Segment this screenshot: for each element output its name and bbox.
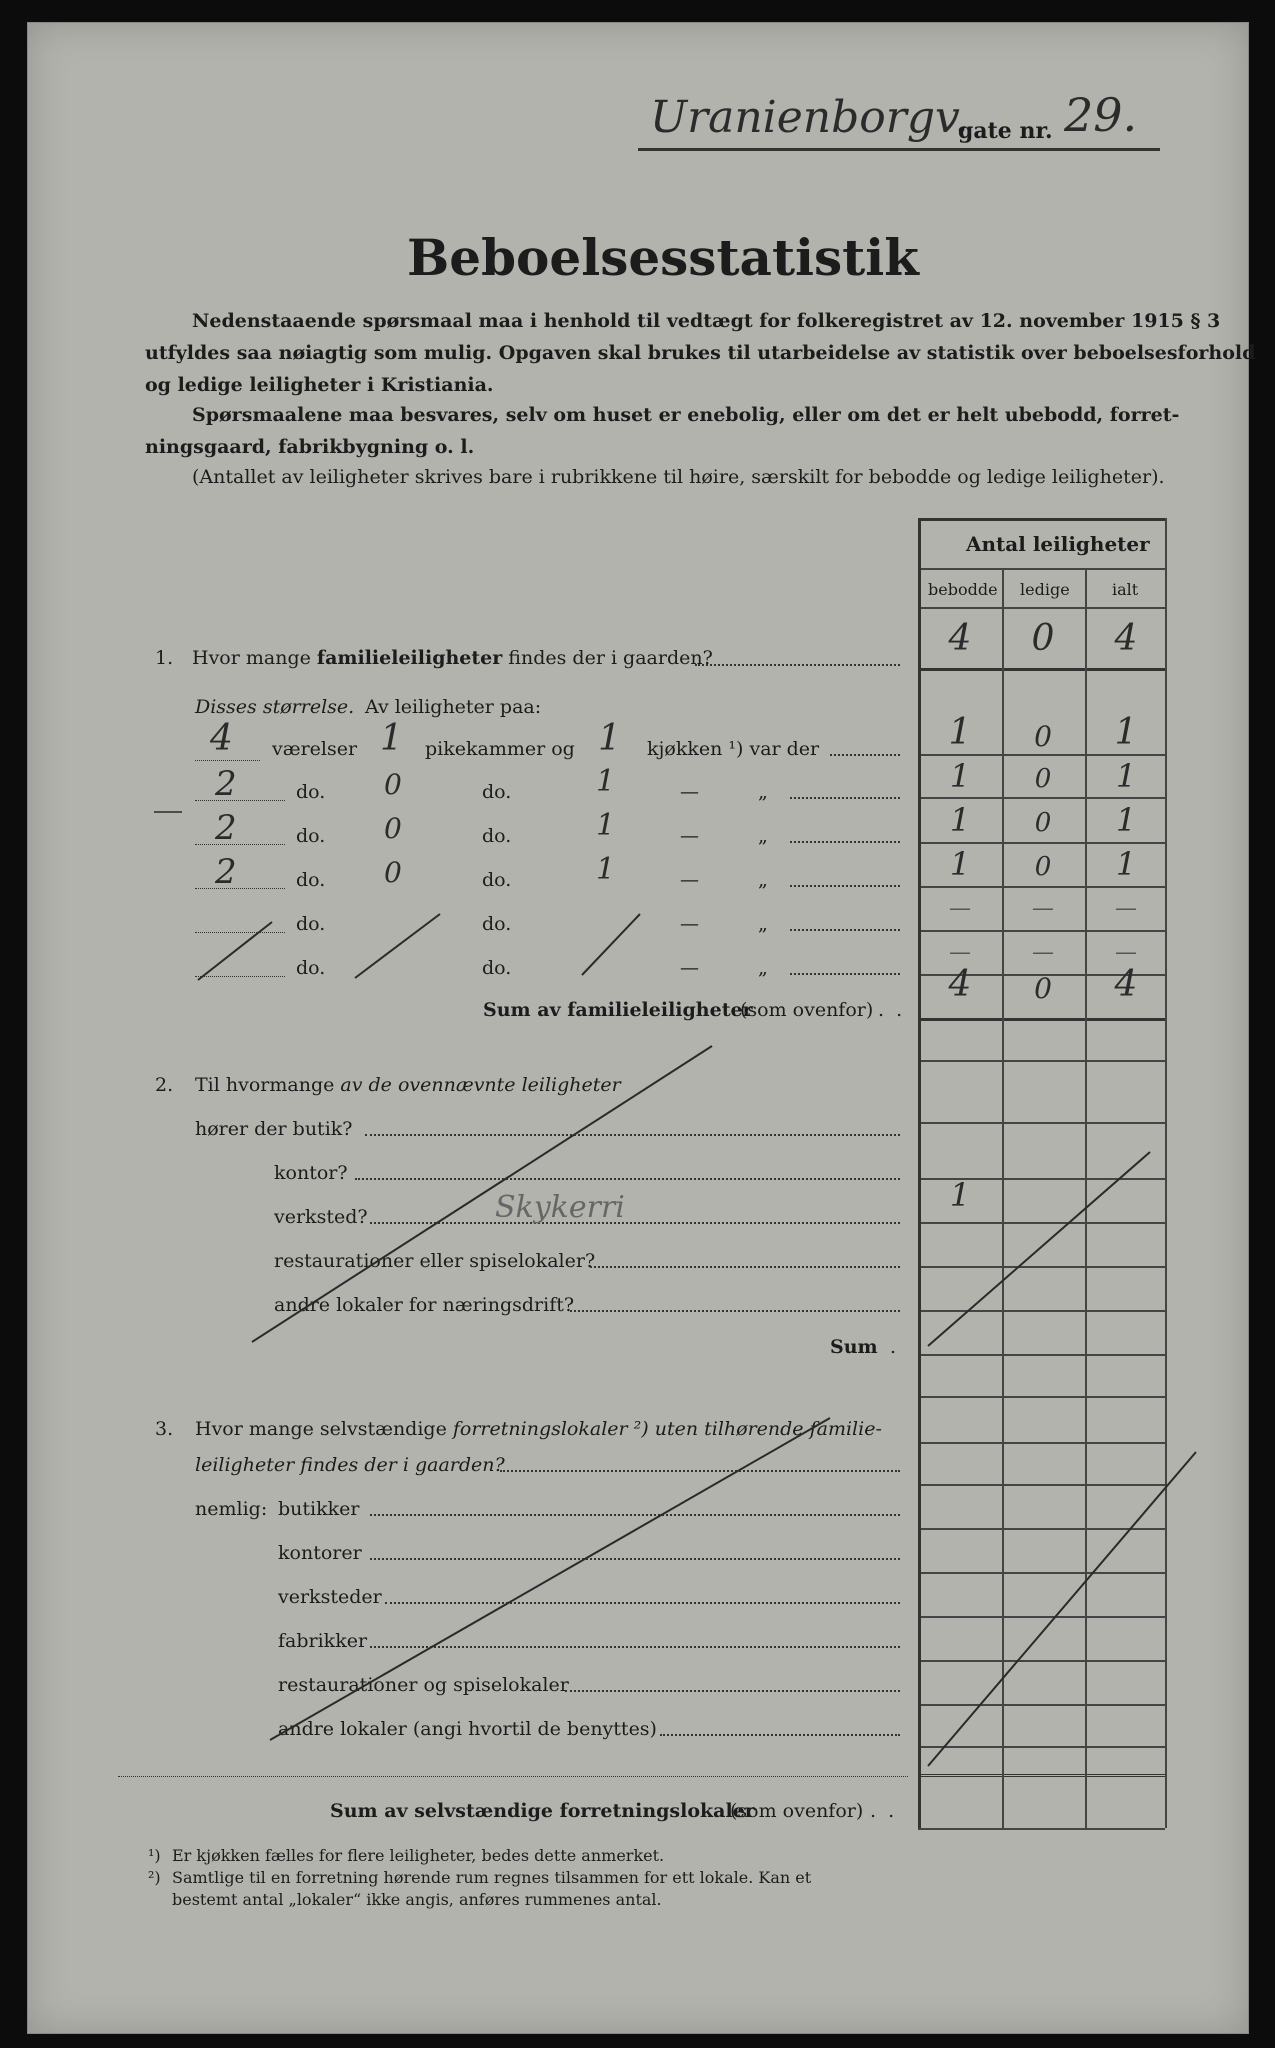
row1-bebodde: 1: [948, 712, 972, 753]
q2-item-restaurationer: restaurationer eller spiselokaler?: [274, 1250, 596, 1272]
q2-sum-label: Sum: [830, 1336, 878, 1358]
row3-maid-label: do.: [482, 825, 512, 847]
footnote-2a: Samtlige til en forretning hørende rum regnes tilsammen for ett lokale. Kan et: [172, 1868, 812, 1887]
q1-sum-suffix: (som ovenfor): [740, 999, 874, 1021]
row5-ialt: —: [1115, 896, 1137, 921]
q2-number: 2.: [155, 1074, 174, 1096]
intro-line-2: utfyldes saa nøiagtig som mulig. Opgaven skal brukes til utarbeidelse av statistik over beboelsesforhold: [145, 342, 1256, 364]
q3-sum-label: Sum av selvstændige forretningslokaler: [330, 1800, 755, 1822]
table-title: Antal leiligheter: [966, 532, 1150, 556]
verksted-note: Skykerri: [495, 1190, 625, 1225]
row6-room-label: do.: [296, 957, 326, 979]
q2-item-butik: hører der butik?: [195, 1118, 353, 1140]
q2-text: Til hvormange av de ovennævnte leiligheter: [195, 1074, 621, 1096]
row6-kitchen-strike: [582, 914, 640, 975]
row2-kitchen-label: —: [680, 781, 699, 803]
row3-ledige: 0: [1034, 808, 1052, 838]
q2-strike-line: [252, 1046, 712, 1342]
row3-kitchen: 1: [596, 808, 616, 843]
row6-maid-label: do.: [482, 957, 512, 979]
row6-rooms-strike: [198, 922, 272, 980]
q2-table-strike: [928, 1152, 1150, 1346]
row2-maid-label: do.: [482, 781, 512, 803]
row1-kitchen-label: kjøkken ¹) var der: [647, 738, 820, 760]
street-name: Uranienborgv.: [650, 92, 969, 143]
q2-item-kontor: kontor?: [274, 1162, 348, 1184]
q2-verksted-bebodde: 1: [949, 1176, 971, 1214]
row3-kitchen-label: —: [680, 825, 699, 847]
footnote-1-mark: ¹): [148, 1846, 161, 1865]
footnote-1: Er kjøkken fælles for flere leiligheter, bedes dette anmerket.: [172, 1846, 665, 1865]
q1-answer-ledige: 0: [1031, 618, 1055, 659]
row6-maid-strike: [355, 914, 440, 978]
size-label: Disses størrelse.: [195, 696, 355, 718]
q2-item-andre: andre lokaler for næringsdrift?: [274, 1294, 575, 1316]
q3-item-kontorer: kontorer: [278, 1542, 362, 1564]
row2-bebodde: 1: [949, 757, 971, 795]
q3-number: 3.: [155, 1418, 174, 1440]
footnote-2-mark: ²): [148, 1868, 161, 1887]
row5-ledige: —: [1032, 896, 1054, 921]
row5-room-label: do.: [296, 913, 326, 935]
row4-ledige: 0: [1034, 852, 1052, 882]
col-header-ialt: ialt: [1112, 580, 1139, 599]
row6-bebodde: —: [949, 940, 971, 965]
q1-answer-ialt: 4: [1114, 618, 1138, 659]
intro-line-4: Spørsmaalene maa besvares, selv om huset er enebolig, eller om det er helt ubebodd, forret-: [192, 404, 1180, 426]
row6-ledige: —: [1032, 940, 1054, 965]
row2-ialt: 1: [1115, 757, 1137, 795]
q1-sum-label: Sum av familieleiligheter: [483, 999, 753, 1021]
row4-kitchen-label: —: [680, 869, 699, 891]
row1-maid: 1: [380, 718, 403, 759]
row2-rooms: 2: [215, 764, 237, 804]
q3-item-andre: andre lokaler (angi hvortil de benyttes): [278, 1718, 657, 1740]
q3-table-strike: [928, 1452, 1196, 1766]
row1-maid-label: pikekammer og: [425, 738, 575, 760]
q2-item-verksted: verksted?: [274, 1206, 368, 1228]
intro-line-1: Nedenstaaende spørsmaal maa i henhold til vedtægt for folkeregistret av 12. november 1915 § 3: [192, 310, 1221, 332]
row4-kitchen: 1: [596, 852, 616, 887]
q1-answer-bebodde: 4: [948, 618, 972, 659]
street-number: 29.: [1064, 88, 1138, 142]
q3-item-fabrikker: fabrikker: [278, 1630, 368, 1652]
intro-line-5: ningsgaard, fabrikbygning o. l.: [145, 436, 475, 458]
q3-line1: Hvor mange selvstændige forretningslokaler ²) uten tilhørende familie-: [195, 1418, 882, 1440]
q1-sum-bebodde: 4: [948, 964, 972, 1005]
row4-ialt: 1: [1115, 845, 1137, 883]
q3-line2: leiligheter findes der i gaarden?: [195, 1454, 505, 1476]
row1-ialt: 1: [1114, 712, 1138, 753]
row4-maid: 0: [384, 856, 402, 889]
row1-ledige: 0: [1034, 720, 1052, 753]
row4-rooms: 2: [215, 852, 237, 892]
row1-kitchen: 1: [598, 718, 621, 759]
q1-text: Hvor mange familieleiligheter findes der i gaarden?: [192, 647, 713, 669]
q3-prefix: nemlig:: [195, 1498, 268, 1520]
row2-kitchen: 1: [596, 764, 616, 799]
row1-room-label: værelser: [272, 738, 358, 760]
q1-sum-ialt: 4: [1114, 964, 1138, 1005]
row3-ialt: 1: [1115, 801, 1137, 839]
row5-maid-label: do.: [482, 913, 512, 935]
col-header-bebodde: bebodde: [928, 580, 998, 599]
q3-item-butikker: butikker: [278, 1498, 360, 1520]
row3-bebodde: 1: [949, 801, 971, 839]
row6-kitchen-label: —: [680, 957, 699, 979]
q3-strike-line: [270, 1418, 830, 1740]
col-header-ledige: ledige: [1020, 580, 1070, 599]
row5-kitchen-label: —: [680, 913, 699, 935]
row2-room-label: do.: [296, 781, 326, 803]
row4-room-label: do.: [296, 869, 326, 891]
row3-room-label: do.: [296, 825, 326, 847]
q1-number: 1.: [155, 647, 174, 669]
q1-sum-ledige: 0: [1034, 972, 1052, 1005]
q3-item-verksteder: verksteder: [278, 1586, 382, 1608]
page-title: Beboelsesstatistik: [407, 228, 919, 287]
row4-bebodde: 1: [949, 845, 971, 883]
footnote-2b: bestemt antal „lokaler“ ikke angis, anføres rummenes antal.: [172, 1890, 662, 1909]
row2-ledige: 0: [1034, 764, 1052, 794]
row5-bebodde: —: [949, 896, 971, 921]
row6-ialt: —: [1115, 940, 1137, 965]
row1-rooms: 4: [210, 718, 233, 759]
row4-maid-label: do.: [482, 869, 512, 891]
gate-label: gate nr.: [958, 118, 1053, 144]
q3-sum-suffix: (som ovenfor): [730, 1800, 864, 1822]
row3-maid: 0: [384, 812, 402, 845]
row2-maid: 0: [384, 768, 402, 801]
size-label-2: Av leiligheter paa:: [365, 696, 542, 718]
intro-line-3: og ledige leiligheter i Kristiania.: [145, 374, 494, 396]
intro-line-6: (Antallet av leiligheter skrives bare i rubrikkene til høire, særskilt for bebodde og ledige leiligheter).: [192, 466, 1165, 488]
q3-item-restaurationer: restaurationer og spiselokaler: [278, 1674, 569, 1696]
row3-rooms: 2: [215, 808, 237, 848]
